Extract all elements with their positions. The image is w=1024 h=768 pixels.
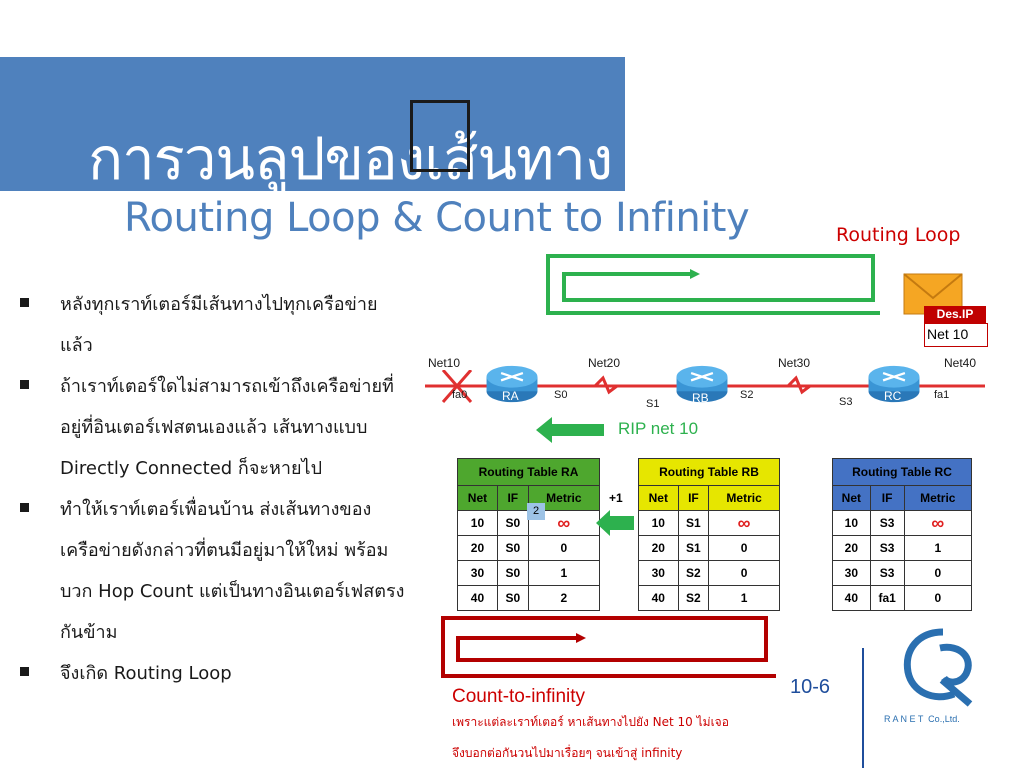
table-caption: Routing Table RB [639, 459, 780, 486]
table-header: Metric [904, 486, 971, 511]
table-row: 30 S3 0 [833, 561, 972, 586]
interface-label: S3 [839, 396, 853, 408]
ranet-logo-icon [900, 628, 986, 710]
interface-label: fa1 [934, 389, 950, 401]
net-label: Net30 [778, 356, 811, 370]
routing-table-ra [457, 458, 600, 611]
bullet-marker [20, 667, 29, 676]
net-label: Net20 [588, 356, 621, 370]
table-header: Metric [709, 486, 780, 511]
table-caption: Routing Table RC [833, 459, 972, 486]
rip-label: RIP net 10 [618, 419, 699, 438]
slide-subtitle: Routing Loop & Count to Infinity [124, 195, 750, 241]
table-row: 10 S1 ∞ [639, 511, 780, 536]
router-rc-label: RC [884, 389, 902, 403]
table-header: IF [870, 486, 904, 511]
interface-label: S1 [646, 398, 660, 410]
table-caption: Routing Table RA [458, 459, 600, 486]
rip-arrow-icon [536, 417, 606, 443]
count-to-infinity-graphic [436, 612, 780, 682]
net-label: Net10 [428, 356, 461, 370]
table-row: 30 S2 0 [639, 561, 780, 586]
bullet-list [20, 284, 405, 694]
routing-table-rc [832, 458, 972, 611]
footer-divider [862, 648, 864, 768]
plus-one-label: +1 [609, 491, 623, 505]
table-row: 40 fa1 0 [833, 586, 972, 611]
interface-label: S2 [740, 389, 754, 401]
bullet-marker [20, 380, 29, 389]
table-row: 20 S3 1 [833, 536, 972, 561]
table-row: 10 S0 ∞ [458, 511, 600, 536]
interface-label: S0 [554, 389, 568, 401]
bullet-item: หลังทุกเราท์เตอร์มีเส้นทางไปทุกเครือข่ายแล้ว [20, 284, 405, 366]
table-row: 10 S3 ∞ [833, 511, 972, 536]
bullet-marker [20, 503, 29, 512]
interface-label: fa0 [452, 389, 468, 401]
count-to-infinity-label: Count-to-infinity [452, 686, 586, 707]
table-row: 30 S0 1 [458, 561, 600, 586]
hop-badge: 2 [527, 503, 545, 520]
table-header: Metric [528, 486, 599, 511]
table-header: Net [833, 486, 871, 511]
desip-label: Des.IP [924, 306, 986, 323]
bullet-item: ถ้าเราท์เตอร์ใดไม่สามารถเข้าถึงเครือข่ายที่อยู่ที่อินเตอร์เฟสตนเองแล้ว เส้นทางแบบ Directly Connected ก็จะหายไป [20, 366, 405, 489]
router-rb-label: RB [692, 391, 709, 405]
increment-arrow-icon [596, 510, 636, 536]
company-name: R A N E T Co.,Ltd. [884, 714, 960, 724]
count-desc-line-2: จึงบอกต่อกันวนไปมาเรื่อยๆ จนเข้าสู่ infinity [452, 746, 683, 760]
routing-loop-label: Routing Loop [836, 224, 961, 246]
net-label: Net40 [944, 356, 977, 370]
table-header: IF [678, 486, 709, 511]
table-header: Net [639, 486, 679, 511]
bullet-marker [20, 298, 29, 307]
slide-title: การวนลูปของเส้นทาง [88, 125, 613, 193]
bullet-item: ทำให้เราท์เตอร์เพื่อนบ้าน ส่งเส้นทางของเครือข่ายดังกล่าวที่ตนมีอยู่มาให้ใหม่ พร้อมบวก Hop Count แต่เป็นทางอินเตอร์เฟสตรงกันข้าม [20, 489, 405, 653]
router-ra-label: RA [502, 389, 519, 403]
desip-value: Net 10 [924, 323, 988, 347]
count-desc-line-1: เพราะแต่ละเราท์เตอร์ หาเส้นทางไปยัง Net 10 ไม่เจอ [452, 715, 729, 729]
routing-table-rb [638, 458, 780, 611]
table-row: 20 S1 0 [639, 536, 780, 561]
routing-loop-graphic [540, 250, 890, 320]
bullet-item: จึงเกิด Routing Loop [20, 653, 405, 694]
page-number: 10-6 [790, 676, 831, 698]
table-row: 20 S0 0 [458, 536, 600, 561]
table-header: IF [497, 486, 528, 511]
table-header: Net [458, 486, 498, 511]
table-row: 40 S0 2 [458, 586, 600, 611]
missing-glyph-box [410, 100, 470, 172]
table-row: 40 S2 1 [639, 586, 780, 611]
